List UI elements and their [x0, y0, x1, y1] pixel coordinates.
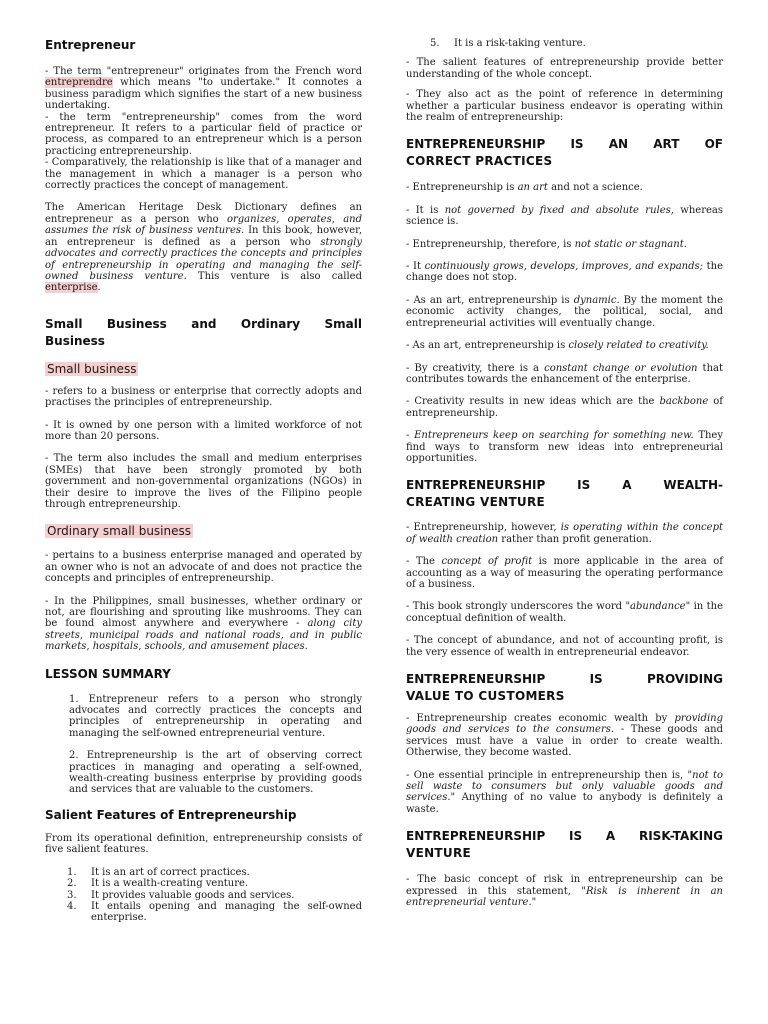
- highlight-entreprendre: entreprendre: [45, 77, 113, 89]
- art-paragraph-2: - It is not governed by fixed and absolute rules, whereas science is.: [406, 204, 723, 228]
- entrepreneur-heading: Entrepreneur: [45, 38, 136, 52]
- art-paragraph-5: - As an art, entrepreneurship is dynamic. By the moment the economic activity changes, the political, social, and entrepreneurial activities will eventually change.: [406, 294, 723, 329]
- summary-item-1: 1. Entrepreneur refers to a person who strongly advocates and correctly practices the concepts and principles of entrepreneurship in operating and managing the self-owned entrepreneurial venture.: [69, 693, 362, 739]
- ordinary-business-paragraph-2: - In the Philippines, small businesses, whether ordinary or not, are flourishing and sprouting like mushrooms. They can be found almost anywhere and everywhere - along city streets, municipal roads and national roads, and in public markets, hospitals, schools, and amusement places.: [45, 595, 362, 653]
- value-paragraph-1: - Entrepreneurship creates economic wealth by providing goods and services to the consumers. - These goods and services must have a value in order to create wealth. Otherwise, they become wasted.: [406, 713, 723, 759]
- art-paragraph-9: - Entrepreneurs keep on searching for something new. They find ways to transform new ideas into entrepreneurial opportunities.: [406, 430, 723, 464]
- art-heading: ENTREPRENEURSHIP IS AN ART OF CORRECT PRACTICES: [406, 137, 723, 169]
- dictionary-paragraph: The American Heritage Desk Dictionary defines an entrepreneur as a person who organizes, operates, and assumes the risk of business ventures. In this book, however, an entrepreneur is defined as a person who strongly advocates and correctly practices the concepts and principles of entrepreneurship in operating and managing the self-owned business venture. This venture is also called enterprise.: [45, 202, 362, 294]
- art-paragraph-1: - Entrepreneurship is an art and not a science.: [406, 182, 643, 194]
- small-business-paragraph-3: - The term also includes the small and medium enterprises (SMEs) that have been strongly promoted by both government and non-governmental organizations (NGOs) in their desire to improve the lives of the Filipino people through entrepreneurship.: [45, 453, 362, 510]
- highlight-enterprise: enterprise: [45, 282, 98, 294]
- salient-paragraph-1: - The salient features of entrepreneurship provide better understanding of the whole concept.: [406, 57, 723, 80]
- ordinary-small-business-label: Ordinary small business: [47, 524, 192, 539]
- list-item: 1. It is an art of correct practices.: [67, 866, 250, 878]
- list-item: 3. It provides valuable goods and services.: [67, 889, 295, 901]
- list-item: 2. It is a wealth-creating venture.: [67, 878, 249, 890]
- small-business-paragraph-1: - refers to a business or enterprise that correctly adopts and practises the principles of entrepreneurship.: [45, 385, 362, 409]
- list-item-5: 5. It is a risk-taking venture.: [430, 38, 586, 49]
- art-paragraph-7: - By creativity, there is a constant change or evolution that contributes towards the enhancement of the enterprise.: [406, 362, 723, 385]
- salient-paragraph-2: - They also act as the point of reference in determining whether a particular business endeavor is operating within the realm of entrepreneurship:: [406, 89, 723, 124]
- small-business-paragraph-2: - It is owned by one person with a limited workforce of not more than 20 persons.: [45, 419, 362, 442]
- ordinary-business-paragraph-1: - pertains to a business enterprise managed and operated by an owner who is not an advocate of and does not practice the concepts and principles of entrepreneurship.: [45, 550, 362, 585]
- features-list: [45, 867, 362, 924]
- value-heading: ENTREPRENEURSHIP IS PROVIDING VALUE TO CUSTOMERS: [406, 672, 723, 703]
- risk-heading: ENTREPRENEURSHIP IS A RISK-TAKING VENTURE: [406, 829, 723, 861]
- small-business-heading: Small Business and Ordinary Small Business: [45, 316, 362, 348]
- lesson-summary-heading: LESSON SUMMARY: [45, 666, 171, 681]
- salient-intro: From its operational definition, entrepreneurship consists of five salient features.: [45, 832, 362, 856]
- art-paragraph-3: - Entrepreneurship, therefore, is not static or stagnant.: [406, 238, 687, 250]
- salient-features-heading: Salient Features of Entrepreneurship: [45, 807, 297, 822]
- value-paragraph-2: - One essential principle in entrepreneurship then is, "not to sell waste to consumers but only valuable goods and services." Anything of no value to anybody is definitely a waste.: [406, 769, 723, 815]
- wealth-paragraph-3: - This book strongly underscores the word "abundance" in the conceptual definition of wealth.: [406, 601, 724, 624]
- summary-item-2: 2. Entrepreneurship is the art of observing correct practices in managing and operating a self-owned, wealth-creating business enterprise by providing goods and services that are valuable to the customers.: [69, 750, 362, 796]
- art-paragraph-6: - As an art, entrepreneurship is closely related to creativity.: [406, 340, 709, 352]
- left-column: [45, 38, 362, 924]
- entrepreneur-paragraph-3: - Comparatively, the relationship is like that of a manager and the management in which a manager is a person who correctly practices the concept of management.: [45, 157, 362, 192]
- wealth-paragraph-4: - The concept of abundance, and not of accounting profit, is the very essence of wealth in entrepreneurial endeavor.: [406, 635, 723, 658]
- entrepreneur-paragraph-1: - The term "entrepreneur" originates from the French word entreprendre which means "to undertake." It connotes a business paradigm which signifies the start of a new business undertaking.: [45, 66, 362, 112]
- small-business-label: Small business: [47, 361, 137, 376]
- list-item: 4. It entails opening and managing the self-owned enterprise.: [67, 900, 362, 924]
- wealth-paragraph-1: - Entrepreneurship, however, is operating within the concept of wealth creation rather than profit generation.: [406, 522, 723, 545]
- right-column: [406, 38, 723, 908]
- art-paragraph-4: - It continuously grows, develops, improves, and expands; the change does not stop.: [406, 261, 723, 284]
- entrepreneur-paragraph-2: - the term "entrepreneurship" comes from the word entrepreneur. It refers to a particular field of practice or process, as compared to an entrepreneur which is a person practicing entrepreneurship.: [45, 111, 362, 157]
- wealth-heading: ENTREPRENEURSHIP IS A WEALTH- CREATING VENTURE: [406, 478, 723, 510]
- risk-paragraph-1: - The basic concept of risk in entrepreneurship can be expressed in this statement, "Risk is inherent in an entrepreneurial venture.": [406, 874, 723, 909]
- wealth-paragraph-2: - The concept of profit is more applicable in the area of accounting as a way of measuring the operating performance of a business.: [406, 556, 723, 590]
- art-paragraph-8: - Creativity results in new ideas which are the backbone of entrepreneurship.: [406, 396, 723, 419]
